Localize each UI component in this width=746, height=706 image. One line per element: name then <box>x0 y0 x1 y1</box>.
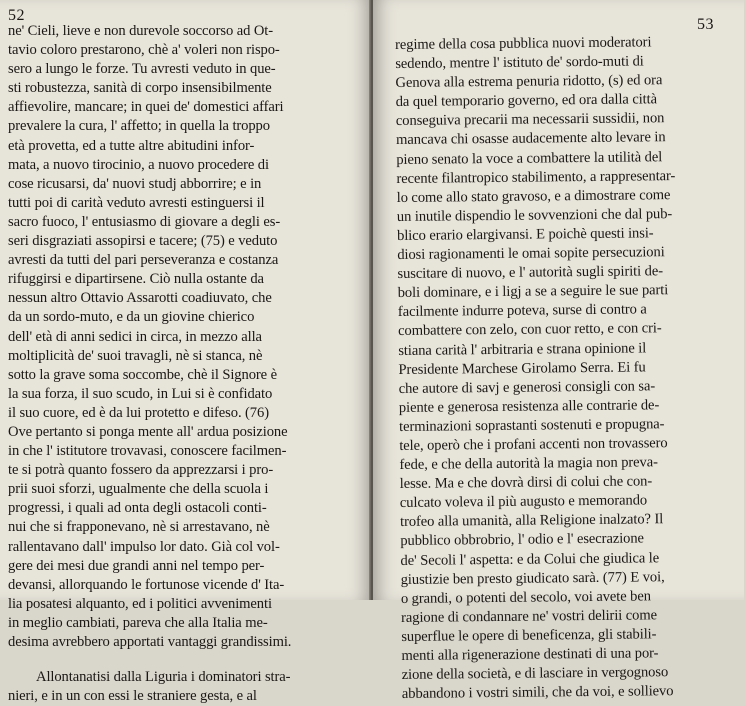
text-line: te si potrà quanto fossero da apprezzarsi i pro- <box>8 462 274 479</box>
page-number-right: 53 <box>697 16 714 33</box>
text-line: desima avrebbero apportati vantaggi grandissimi. <box>8 634 292 650</box>
text-line: superflue le opere di beneficenza, gli stabili- <box>401 626 657 645</box>
text-line: regime della cosa pubblica nuovi moderatori <box>395 34 652 53</box>
text-line: Presidente Marchese Girolamo Serra. Ei fu <box>398 358 646 378</box>
text-line: rallentavano dall' impulso lor dato. Già col vol- <box>8 538 280 555</box>
right-page-text <box>395 32 746 704</box>
text-line: de' Secoli l' aspetta: e da Colui che giudica le <box>400 549 660 569</box>
text-line: seri disgraziati assopirsi e tacere; (75) e veduto <box>8 233 278 250</box>
text-line: da quel temporario governo, ed ora dalla città <box>395 91 657 111</box>
text-line: diosi ragionamenti le omai sopite persecuzioni <box>397 244 665 264</box>
text-line: lo come allo stato gravoso, e a dimostrare come <box>396 186 671 206</box>
text-line: mancava chi osasse audacemente alto levare in <box>396 129 666 149</box>
text-line: sero a lungo le forze. Tu avresti veduto in que- <box>8 61 276 78</box>
text-line: giustizie ben presto giudicato sarà. (77) E voi, <box>400 568 665 588</box>
text-line: lesse. Ma e che dovrà dirsi di colui che con- <box>399 473 653 493</box>
text-line: tutti poi di carità veduto avresti estinguersi il <box>8 194 265 211</box>
text-line: moltiplicità de' suoi travagli, nè si stanca, nè <box>8 347 263 364</box>
text-line: nessun altro Ottavio Assarotti coadiuvato, che <box>8 290 272 307</box>
text-line: sotto la grave soma soccombe, chè il Signore è <box>8 366 277 383</box>
text-line: pieno senato la voce a combattere la utilità del <box>396 148 663 168</box>
text-line: culcato voleva il più augusto e memorando <box>399 492 648 512</box>
text-line: rifuggirsi e dipartirsene. Ciò nulla ostante da <box>8 271 264 288</box>
text-line: blico erario elargivansi. E poichè questi insi- <box>397 225 654 244</box>
text-line: gere dei mesi due grandi anni nel tempo per- <box>8 557 265 574</box>
text-line: menti alla rigenerazione destinati di una por- <box>401 645 659 664</box>
text-line: un inutile dispendio le sovvenzioni che dal pub- <box>396 205 673 225</box>
text-line: terminazioni soprastanti sostenuti e propugna- <box>399 416 665 435</box>
text-line: in che l' istitutore trovavasi, conoscere facilmen- <box>8 443 287 460</box>
text-line: avresti da tutti del pari perseveranza e costanza <box>8 252 279 269</box>
text-line: conseguiva precarii ma necessarii sussidii, non <box>395 110 665 130</box>
text-line: fede, e che della autorità la magia non preva- <box>399 454 658 474</box>
text-line: Ove pertanto si ponga mente all' ardua posizione <box>8 423 288 440</box>
text-line: Genova alla estrema penuria ridotto, (s) ed ora <box>395 72 663 92</box>
text-line: tele, operò che i profani accenti non trovassero <box>399 435 668 454</box>
text-line: sacro fuoco, l' entusiasmo di giovare a degli es- <box>8 213 281 230</box>
text-line: abbandono i vostri simili, che da voi, e sollievo <box>401 683 674 703</box>
text-line: ne' Cieli, lieve e non durevole soccorso ad Ot- <box>8 23 273 39</box>
text-line: età provetta, ed a tutte altre abitudini infor- <box>8 137 255 154</box>
text-line: progressi, i quali ad onta degli ostacoli conti- <box>8 500 267 517</box>
text-line: zione della società, e di lasciare in vergognoso <box>401 664 669 684</box>
text-line: la sua forza, il suo scudo, in Lui si è confidato <box>8 385 273 402</box>
text-line: suscitare di nuovo, e l' autorità sugli spiriti de- <box>397 263 664 283</box>
text-line: in meglio cambiati, pareva che alla Italia me- <box>8 614 268 631</box>
text-line: Allontanatisi dalla Liguria i dominatori stra- <box>36 669 291 686</box>
text-line: pubblico obbrobrio, l' odio e l' esecrazione <box>400 530 644 550</box>
text-line: che autore di savj e generosi consigli con sa- <box>398 377 656 397</box>
text-line: facilmente indurre poteva, surse di contro a <box>397 301 647 321</box>
text-line: boli dominare, e i ligj a se a seguire le sue parti <box>397 282 669 302</box>
text-line: dell' età di anni sedici in circa, in mezzo alla <box>8 328 262 345</box>
left-page <box>0 0 371 705</box>
text-line: stiana carità l' arbitraria e strana opinione il <box>398 339 647 359</box>
text-line: affievolire, mancare; in quei de' domestici affari <box>8 99 284 116</box>
right-page <box>373 0 744 703</box>
text-line: piente e generosa resistenza alle contrarie de- <box>398 397 660 416</box>
text-line: trofeo alla umanità, alla Religione inalzato? Il <box>400 511 664 531</box>
page-number-left: 52 <box>8 7 25 24</box>
text-line: sti robustezza, sanità di corpo insensibilmente <box>8 80 272 97</box>
text-line: cose ricusarsi, da' nuovi studj abborrire; e in <box>8 175 262 192</box>
text-line: nieri, e in un con essi le straniere gesta, e al <box>8 688 257 705</box>
text-line: combattere con zelo, con cuor retto, e con cri- <box>398 320 662 340</box>
text-line: prevalere la cura, l' affetto; in quella la troppo <box>8 118 270 135</box>
text-line: o grandi, o potenti del secolo, voi avete ben <box>400 588 651 607</box>
text-line: il suo cuore, ed è da lui protetto e difeso. (76) <box>8 404 269 421</box>
left-page-text <box>8 22 360 706</box>
text-line: recente filantropico stabilimento, a rappresentar- <box>396 167 676 187</box>
text-line: da un sordo-muto, e da un giovine chierico <box>8 309 255 326</box>
text-line: devansi, allorquando le fortunose vicende d' Ita- <box>8 576 285 593</box>
text-line: tavio coloro prestarono, chè a' voleri non rispo- <box>8 42 280 59</box>
text-line: sedendo, mentre l' istituto de' sordo-muti di <box>395 53 644 73</box>
text-line: ragione di condannare ne' vostri delirii come <box>401 607 658 626</box>
text-line: prii suoi sforzi, ugualmente che della scuola i <box>8 481 269 498</box>
text-line: mata, a nuovo tirocinio, a nuovo procedere di <box>8 156 269 173</box>
text-line: nui che si frapponevano, nè si arrestavano, nè <box>8 519 270 536</box>
text-line: lia posatesi alquanto, ed i politici avvenimenti <box>8 595 272 612</box>
